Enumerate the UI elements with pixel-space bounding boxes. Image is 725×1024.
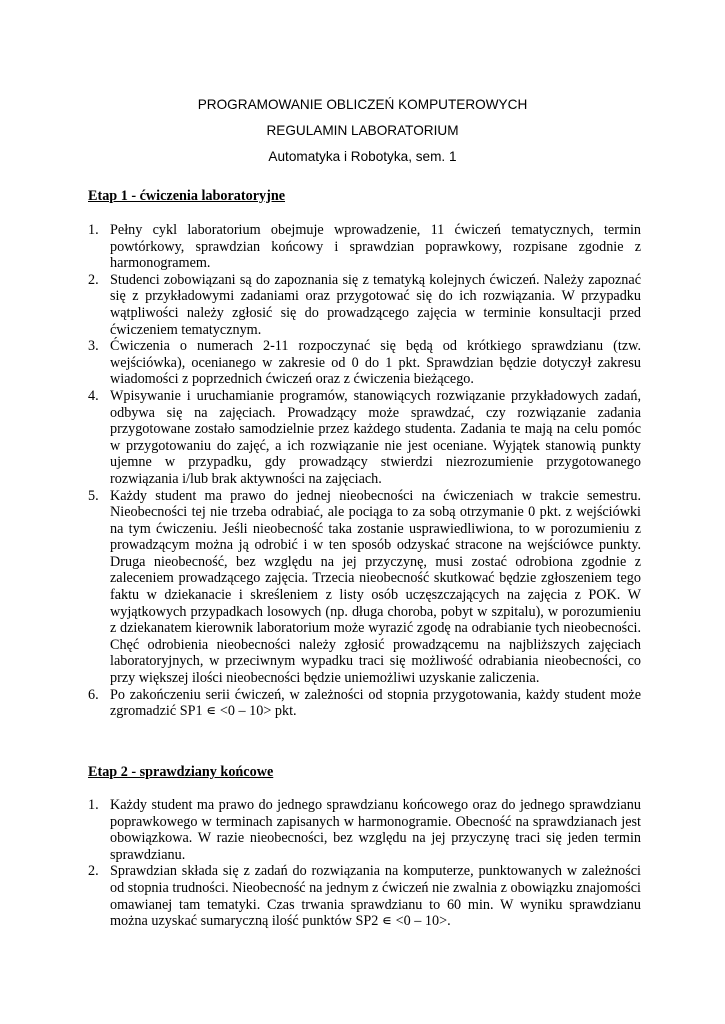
item-text: Każdy student ma prawo do jednej nieobecności na ćwiczeniach w trakcie semestru. Nieobecności tej nie trzeba odrabiać, ale pociąga to za sobą otrzymanie 0 pkt. z wejściówki na tym ćwiczeniu. Jeśli nieobecność taka zostanie usprawiedliwiona, to w porozumieniu z prowadzącym można ją odrobić i w ten sposób odzyskać stracone na wejściówce punkty. Druga nieobecność, bez względu na jej przyczynę, musi zostać odrobiona zgodnie z zaleceniem prowadzącego zajęcia. Trzecia nieobecność skutkować będzie zgłoszeniem tego faktu w dziekanacie i skreśleniem z listy osób uczęszczających na zajęcia z POK. W wyjątkowych przypadkach losowych (np. długa choroba, pobyt w szpitalu), w porozumieniu z dziekanatem kierownik laboratorium może wyrazić zgodę na odrabianie tych nieobecności. Chęć odrobienia nieobecności należy zgłosić prowadzącemu na najbliższych zajęciach laboratoryjnych, w przeciwnym wypadku traci się możliwość odrabiania nieobecności, co przy większej ilości nieobecności będzie uniemożliwi uzyskanie zaliczenia. [110, 487, 641, 687]
item-number: 3. [88, 338, 99, 355]
list-item [88, 687, 641, 720]
item-text: Wpisywanie i uruchamianie programów, stanowiących rozwiązanie przykładowych zadań, odbywa się na zajęciach. Prowadzący może sprawdzać, czy rozwiązanie zadania przygotowane zostało samodzielnie przez każdego studenta. Zadania te mają na celu pomóc w przygotowaniu do zajęć, a ich rozwiązanie nie jest oceniane. Wyjątek stanowią punkty ujemne w przypadku, gdy prowadzący stwierdzi niezrozumienie przygotowanego rozwiązania i/lub brak aktywności na zajęciach. [110, 387, 641, 487]
item-text: Sprawdzian składa się z zadań do rozwiązania na komputerze, punktowanych w zależności od stopnia trudności. Nieobecność na jednym z ćwiczeń nie zwalnia z obowiązku znajomości omawianej tam tematyki. Czas trwania sprawdzianu to 60 min. W wyniku sprawdzianu można uzyskać sumaryczną ilość punktów SP2 ∊ <0 – 10>. [110, 863, 641, 930]
stage2-list [88, 797, 641, 930]
stage1-heading: Etap 1 - ćwiczenia laboratoryjne [88, 188, 286, 204]
item-text: Studenci zobowiązani są do zapoznania się z tematyką kolejnych ćwiczeń. Należy zapoznać się z przykładowymi zadaniami oraz przygotować się do ich rozwiązania. W przypadku wątpliwości należy zgłosić się do prowadzącego zajęcia w terminie konsultacji przed ćwiczeniem tematycznym. [110, 271, 641, 338]
stage2-heading: Etap 2 - sprawdziany końcowe [88, 764, 274, 780]
item-number: 1. [88, 222, 99, 238]
stage1-list [88, 222, 641, 720]
item-text: Pełny cykl laboratorium obejmuje wprowadzenie, 11 ćwiczeń tematycznych, termin powtórkowy, sprawdzian końcowy i sprawdzian poprawkowy, rozpisane zgodnie z harmonogramem. [110, 222, 641, 272]
item-text: Ćwiczenia o numerach 2-11 rozpoczynać się będą od krótkiego sprawdzianu (tzw. wejściówka), ocenianego w zakresie od 0 do 1 pkt. Sprawdzian będzie dotyczył zakresu wiadomości z poprzednich ćwiczeń oraz z ćwiczenia bieżącego. [110, 338, 641, 388]
item-text: Każdy student ma prawo do jednego sprawdzianu końcowego oraz do jednego sprawdzianu poprawkowego w terminach zapisanych w harmonogramie. Obecność na sprawdzianach jest obowiązkowa. W razie nieobecności, bez względu na jej przyczynę traci się jeden termin sprawdzianu. [110, 797, 641, 863]
list-item [88, 222, 641, 272]
program-semester: Automatyka i Robotyka, sem. 1 [268, 149, 457, 164]
list-item [88, 488, 641, 687]
course-title: PROGRAMOWANIE OBLICZEŃ KOMPUTEROWYCH [197, 97, 528, 112]
document-header [0, 92, 725, 170]
item-text: Po zakończeniu serii ćwiczeń, w zależności od stopnia przygotowania, każdy student może zgromadzić SP1 ∊ <0 – 10> pkt. [110, 686, 641, 720]
list-item [88, 388, 641, 488]
item-number: 2. [88, 271, 99, 288]
item-number: 5. [88, 487, 99, 504]
list-item [88, 338, 641, 388]
item-number: 6. [88, 686, 99, 703]
item-number: 1. [88, 797, 99, 813]
item-number: 2. [88, 863, 99, 880]
list-item [88, 797, 641, 863]
document-title: REGULAMIN LABORATORIUM [266, 123, 459, 138]
list-item [88, 272, 641, 338]
list-item [88, 863, 641, 929]
item-number: 4. [88, 387, 99, 404]
